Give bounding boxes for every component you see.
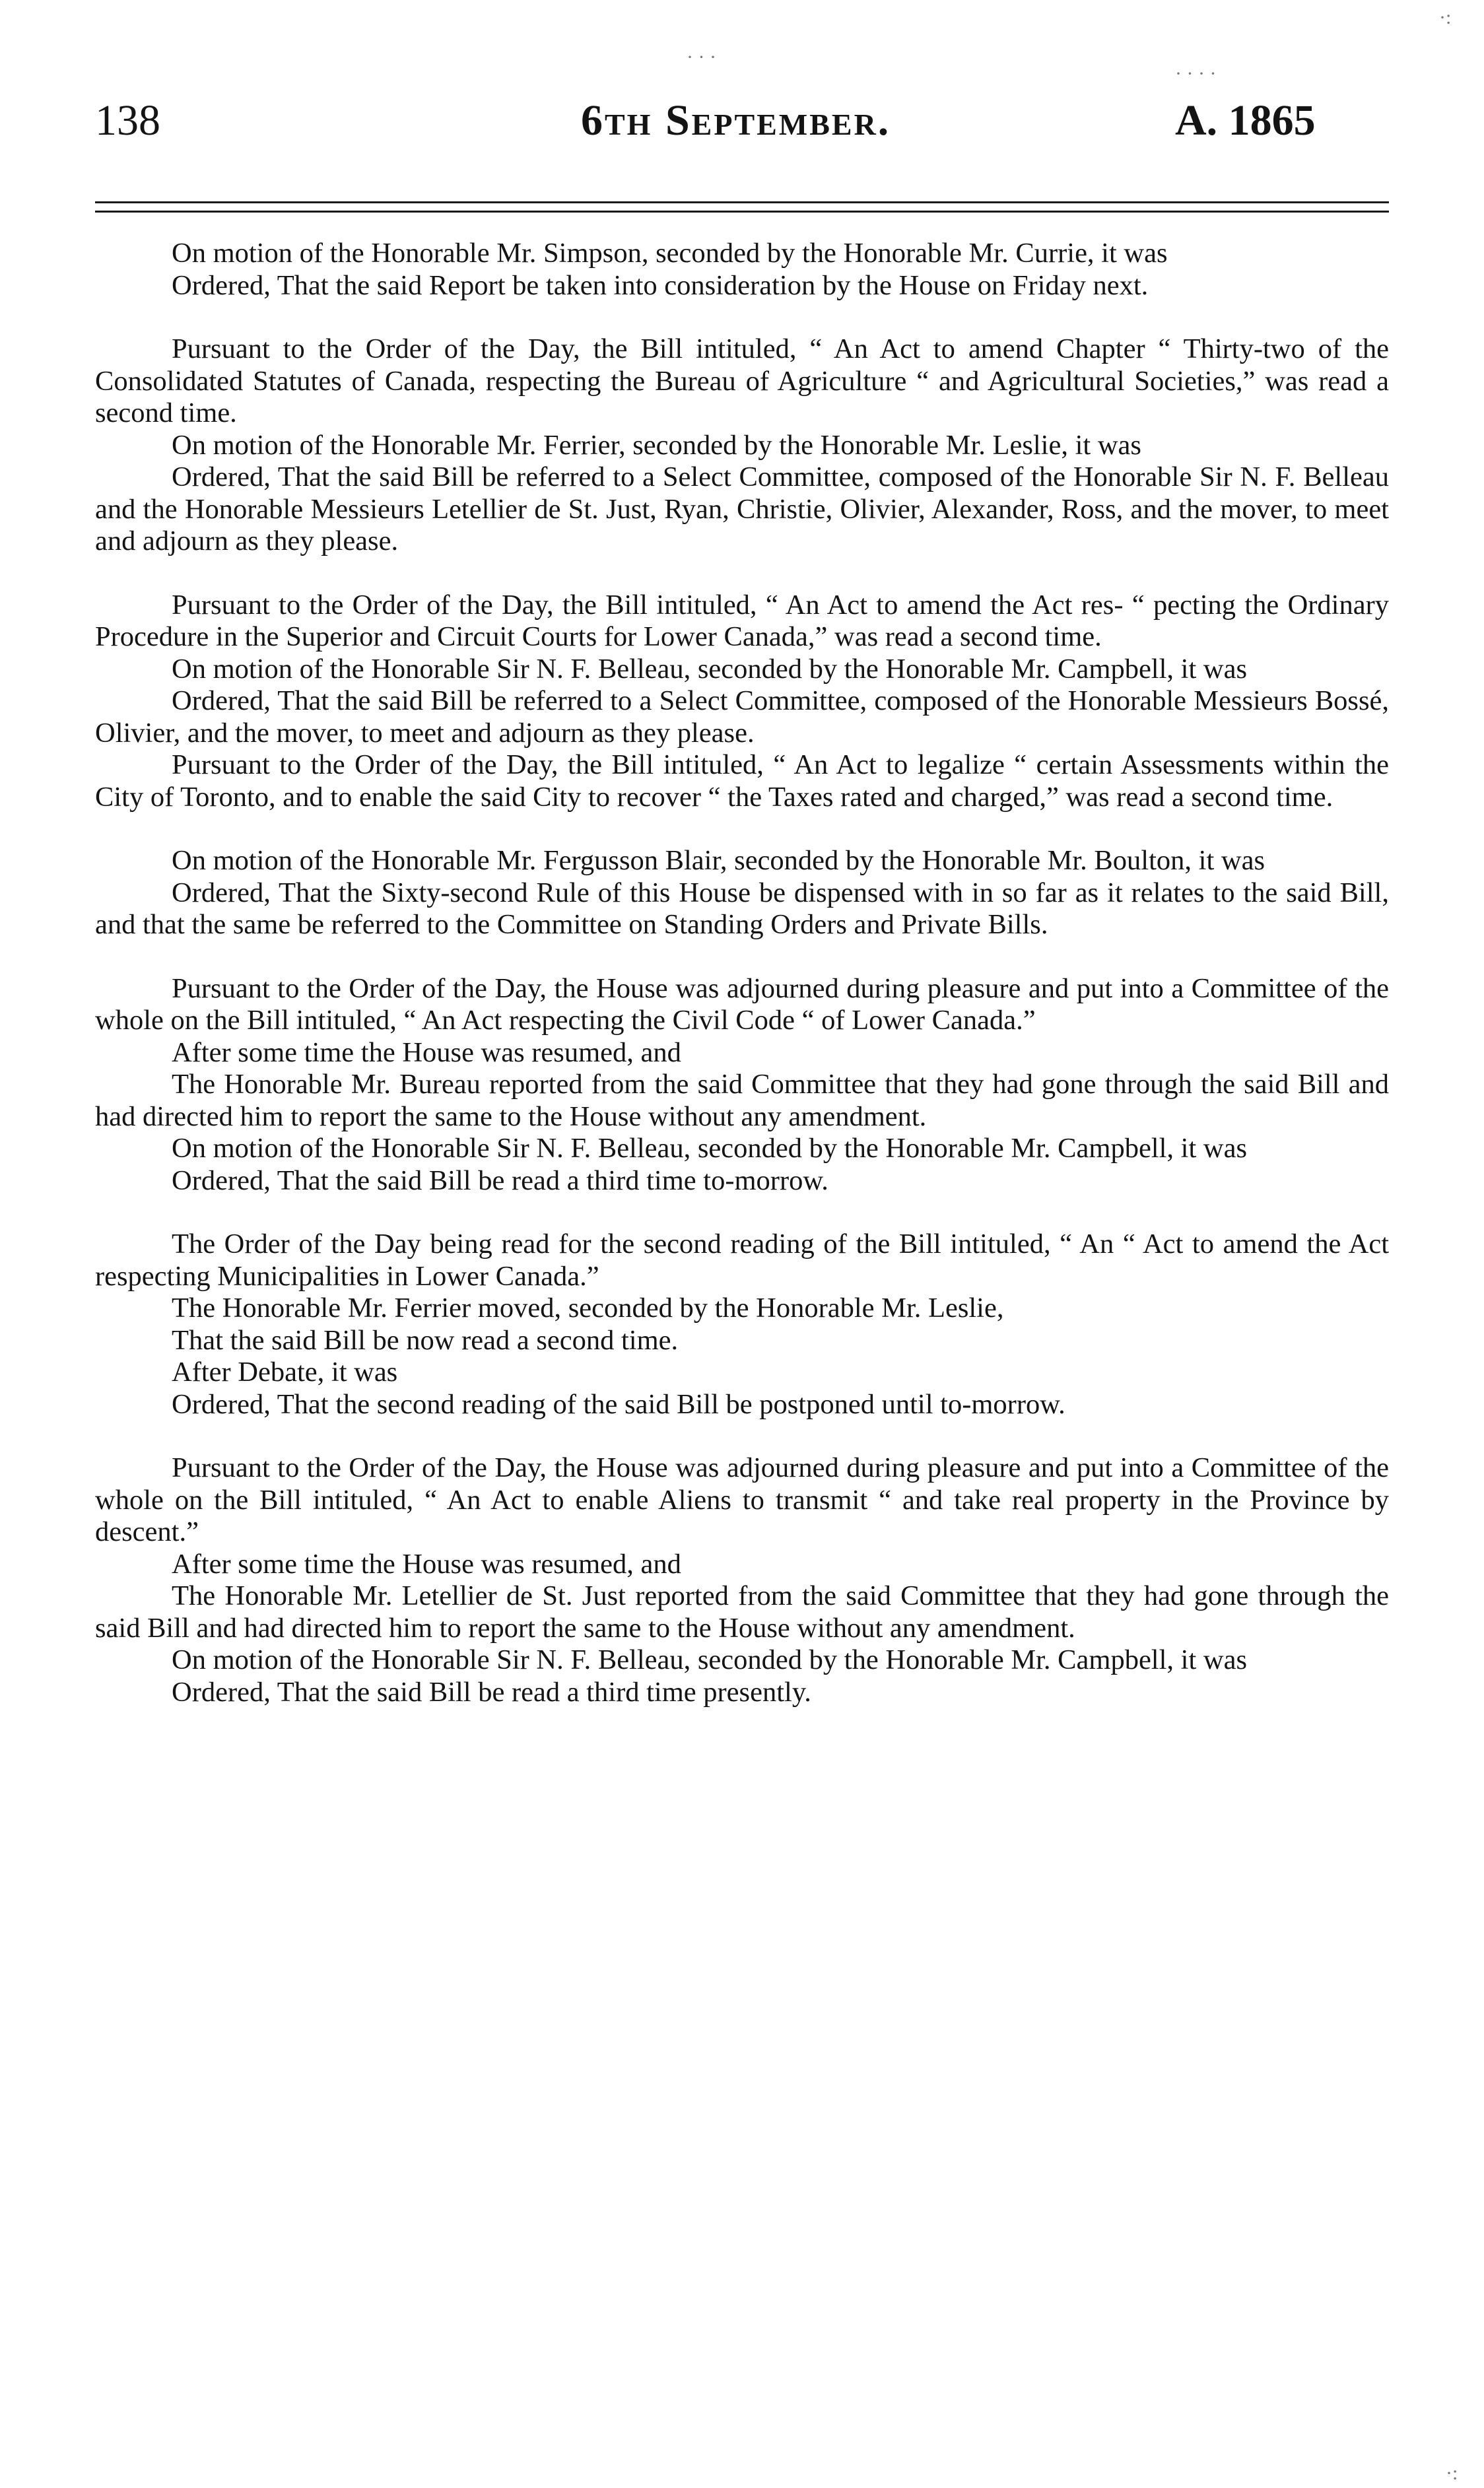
journal-paragraph: Ordered, That the said Bill be read a third time presently. [172, 1676, 811, 1708]
print-speck: ·: [1439, 7, 1452, 28]
print-speck: ·: [1446, 2462, 1458, 2484]
journal-paragraph: Ordered, That the said Report be taken into consideration by the House on Friday next. [172, 269, 1149, 301]
journal-paragraph: After Debate, it was [172, 1357, 398, 1388]
print-speck: · · · [687, 46, 716, 68]
journal-paragraph: On motion of the Honorable Mr. Fergusson Blair, seconded by the Honorable Mr. Boulton, it was [172, 845, 1265, 876]
journal-body [95, 238, 1389, 1708]
page-number: 138 [95, 96, 160, 145]
journal-paragraph: On motion of the Honorable Sir N. F. Belleau, seconded by the Honorable Mr. Campbell, it was [172, 653, 1248, 685]
journal-paragraph: The Honorable Mr. Bureau reported from the said Committee that they had gone through the said Bill and had directed him to report the same to the House without any amendment. [95, 1069, 1389, 1132]
journal-paragraph: Pursuant to the Order of the Day, the House was adjourned during pleasure and put into a Committee of the whole on the Bill intituled, “ An Act respecting the Civil Code “ of Lower Canada.” [95, 972, 1389, 1036]
journal-paragraph: On motion of the Honorable Mr. Simpson, seconded by the Honorable Mr. Currie, it was [172, 238, 1168, 269]
journal-paragraph: On motion of the Honorable Mr. Ferrier, seconded by the Honorable Mr. Leslie, it was [172, 429, 1141, 461]
journal-paragraph: Ordered, That the said Bill be referred to a Select Committee, composed of the Honorable Sir N. F. Belleau and the Honorable Messieurs Letellier de St. Just, Ryan, Christie, Olivier, Alexander, Ross, and the mover, to meet and adjourn as they please. [95, 461, 1389, 556]
journal-paragraph: Pursuant to the Order of the Day, the House was adjourned during pleasure and put into a Committee of the whole on the Bill intituled, “ An Act to enable Aliens to transmit “ and take real property in the Province by descent.” [95, 1452, 1389, 1547]
journal-paragraph: After some time the House was resumed, and [172, 1036, 681, 1068]
journal-paragraph: Ordered, That the second reading of the said Bill be postponed until to-morrow. [172, 1388, 1065, 1420]
page-year: A. 1865 [1175, 96, 1316, 145]
journal-paragraph: On motion of the Honorable Sir N. F. Belleau, seconded by the Honorable Mr. Campbell, it was [172, 1133, 1248, 1164]
journal-paragraph: The Honorable Mr. Ferrier moved, seconded by the Honorable Mr. Leslie, [172, 1293, 1004, 1324]
journal-paragraph: Ordered, That the Sixty-second Rule of this House be dispensed with in so far as it relates to the said Bill, and that the same be referred to the Committee on Standing Orders and Private Bills. [95, 877, 1389, 940]
journal-paragraph: The Honorable Mr. Letellier de St. Just reported from the said Committee that they had gone through the said Bill and had directed him to report the same to the House without any amendment. [95, 1580, 1389, 1644]
journal-paragraph: The Order of the Day being read for the second reading of the Bill intituled, “ An “ Act to amend the Act respecting Municipalities in Lower Canada.” [95, 1228, 1389, 1292]
journal-paragraph: On motion of the Honorable Sir N. F. Belleau, seconded by the Honorable Mr. Campbell, it was [172, 1644, 1248, 1675]
journal-paragraph: Pursuant to the Order of the Day, the Bill intituled, “ An Act to amend the Act res- “ pecting the Ordinary Procedure in the Superior and Circuit Courts for Lower Canada,” was read a second time. [95, 589, 1389, 652]
journal-paragraph: After some time the House was resumed, and [172, 1548, 681, 1580]
journal-paragraph: Ordered, That the said Bill be read a third time to-morrow. [172, 1164, 828, 1196]
journal-paragraph: Pursuant to the Order of the Day, the Bill intituled, “ An Act to legalize “ certain Assessments within the City of Toronto, and to enable the said City to recover “ the Taxes rated and charged,” was read a second time. [95, 749, 1389, 813]
print-speck: · · · · [1175, 63, 1217, 84]
header-rule-top [95, 201, 1389, 203]
journal-paragraph: That the said Bill be now read a second time. [172, 1324, 679, 1356]
journal-paragraph: Pursuant to the Order of the Day, the Bill intituled, “ An Act to amend Chapter “ Thirty-two of the Consolidated Statutes of Canada, respecting the Bureau of Agriculture “ and Agricultural Societies,” was read a second time. [95, 333, 1389, 428]
page-date-heading: 6th September. [581, 96, 891, 145]
header-rule-bottom [95, 211, 1389, 213]
journal-paragraph: Ordered, That the said Bill be referred to a Select Committee, composed of the Honorable Messieurs Bossé, Olivier, and the mover, to meet and adjourn as they please. [95, 685, 1389, 749]
